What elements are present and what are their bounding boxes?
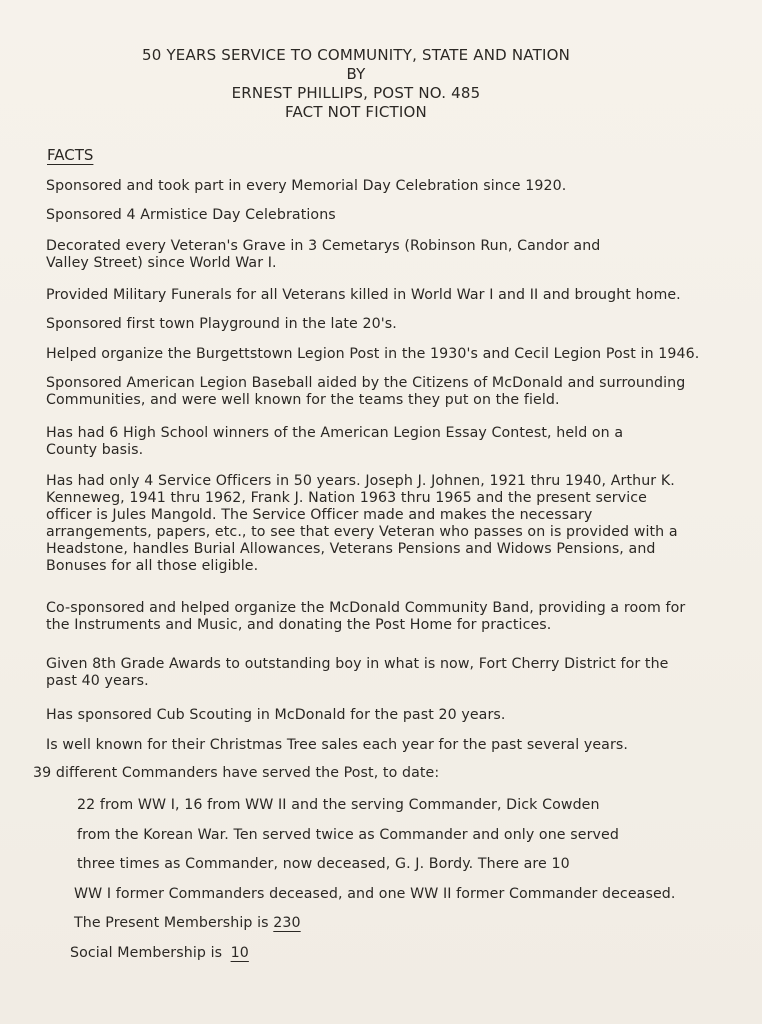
fact-paragraph: Co-sponsored and helped organize the McDonald Community Band, providing a room for the Instruments and Music, and donating the Post Home for practices.: [46, 600, 686, 633]
social-membership-value: 10: [230, 945, 249, 961]
fact-paragraph: Given 8th Grade Awards to outstanding boy in what is now, Fort Cherry District for the past 40 years.: [46, 656, 669, 689]
header-by: BY: [346, 65, 366, 83]
fact-paragraph: Sponsored American Legion Baseball aided by the Citizens of McDonald and surrounding Communities, and were well known for the teams they put on the field.: [46, 375, 686, 408]
fact-paragraph: Has had only 4 Service Officers in 50 years. Joseph J. Johnen, 1921 thru 1940, Arthur K. Kenneweg, 1941 thru 1962, Frank J. Nation 1963 thru 1965 and the present service officer is Jules Mangold. The Service Officer made and makes the necessary arrangements, papers, etc., to see that every Veteran who passes on is provided with a Headstone, handles Burial Allowances, Veterans Pensions and Widows Pensions, and Bonuses for all those eligible.: [46, 473, 678, 574]
facts-heading: FACTS: [47, 146, 94, 164]
fact-paragraph: Helped organize the Burgettstown Legion Post in the 1930's and Cecil Legion Post in 1946.: [46, 346, 700, 362]
present-membership-value: 230: [273, 915, 301, 931]
header-post: ERNEST PHILLIPS, POST NO. 485: [231, 84, 481, 102]
fact-paragraph: Is well known for their Christmas Tree sales each year for the past several years.: [46, 737, 628, 753]
fact-paragraph: Provided Military Funerals for all Veterans killed in World War I and II and brought home.: [46, 287, 681, 303]
fact-paragraph: Sponsored and took part in every Memorial Day Celebration since 1920.: [46, 178, 567, 194]
header-title: 50 YEARS SERVICE TO COMMUNITY, STATE AND NATION: [141, 46, 570, 64]
social-membership-label: Social Membership is: [70, 945, 223, 961]
commanders-line: 22 from WW I, 16 from WW II and the serving Commander, Dick Cowden: [77, 797, 600, 813]
fact-paragraph: Has had 6 High School winners of the American Legion Essay Contest, held on a County basis.: [46, 425, 624, 458]
fact-paragraph: 39 different Commanders have served the Post, to date:: [33, 765, 440, 781]
commanders-line: three times as Commander, now deceased, G. J. Bordy. There are 10: [77, 856, 570, 872]
document-header: [0, 46, 712, 122]
header-subtitle: FACT NOT FICTION: [285, 103, 427, 121]
commanders-line: WW I former Commanders deceased, and one WW II former Commander deceased.: [74, 886, 676, 902]
fact-paragraph: Has sponsored Cub Scouting in McDonald for the past 20 years.: [46, 707, 506, 723]
present-membership: [74, 915, 301, 932]
fact-paragraph: Sponsored 4 Armistice Day Celebrations: [46, 207, 336, 223]
present-membership-label: The Present Membership is: [74, 915, 269, 931]
fact-paragraph: Sponsored first town Playground in the late 20's.: [46, 316, 397, 332]
fact-paragraph: Decorated every Veteran's Grave in 3 Cemetarys (Robinson Run, Candor and Valley Street) since World War I.: [46, 238, 601, 271]
social-membership: [70, 945, 253, 962]
commanders-line: from the Korean War. Ten served twice as Commander and only one served: [77, 827, 619, 843]
